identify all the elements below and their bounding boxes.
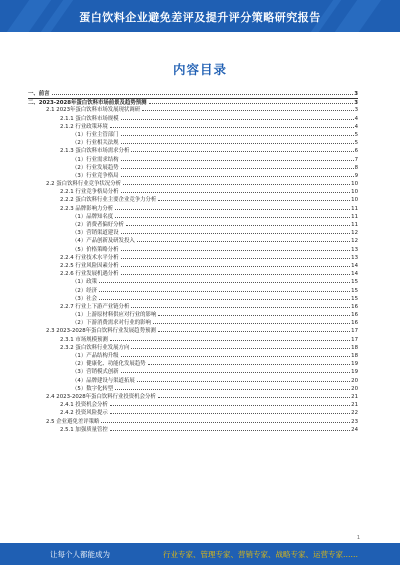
toc-entry[interactable]: [28, 319, 358, 327]
toc-entry-title: 2.4.2 投资风险提示: [28, 409, 109, 417]
toc-entry-page: 15: [351, 295, 358, 302]
toc-entry-page: 10: [351, 181, 358, 188]
toc-leader-dots: [158, 393, 350, 398]
page-number: 1: [356, 535, 360, 541]
toc-entry[interactable]: [28, 237, 358, 245]
toc-entry-title: 2.2.7 行业上下游产业链分析: [28, 303, 130, 311]
toc-leader-dots: [110, 336, 350, 341]
toc-entry[interactable]: [28, 287, 358, 295]
toc-entry-page: 3: [354, 91, 358, 97]
toc-entry-page: 22: [351, 410, 358, 417]
toc-leader-dots: [121, 262, 351, 267]
toc-entry[interactable]: [28, 278, 358, 286]
toc-entry[interactable]: [28, 221, 358, 229]
toc-entry[interactable]: [28, 295, 358, 303]
toc-leader-dots: [99, 278, 350, 283]
toc-entry[interactable]: [28, 246, 358, 254]
toc-entry[interactable]: [28, 139, 358, 147]
toc-leader-dots: [131, 344, 350, 349]
toc-entry-title: 2.2.4 行业技术水平分析: [28, 254, 120, 262]
toc-entry-title: 2.4 2023-2028年蛋白饮料行业投资机会分析: [28, 393, 157, 401]
toc-entry-page: 12: [351, 230, 358, 237]
toc-entry-title: （4）产品创新及研发投入: [28, 237, 136, 245]
toc-entry[interactable]: [28, 213, 358, 221]
toc-entry-page: 17: [351, 336, 358, 343]
toc-entry[interactable]: [28, 327, 358, 335]
toc-entry[interactable]: [28, 164, 358, 172]
toc-entry[interactable]: [28, 196, 358, 204]
toc-entry-page: 13: [351, 254, 358, 261]
toc-entry-page: 16: [351, 303, 358, 310]
toc-leader-dots: [148, 360, 351, 365]
toc-entry-page: 21: [351, 393, 358, 400]
toc-entry[interactable]: [28, 131, 358, 139]
toc-leader-dots: [110, 426, 350, 431]
footer-slogan-left: 让每个人都能成为: [50, 550, 110, 559]
toc-entry-page: 17: [351, 328, 358, 335]
toc-entry-page: 10: [351, 189, 358, 196]
toc-leader-dots: [121, 254, 351, 259]
toc-entry-page: 7: [354, 156, 358, 163]
toc-entry-page: 9: [354, 172, 358, 179]
toc-entry-title: 2.2.3 品牌影响力分析: [28, 205, 114, 213]
toc-entry[interactable]: [28, 180, 358, 188]
toc-entry-title: 2.4.1 投资机会分析: [28, 401, 109, 409]
toc-leader-dots: [158, 311, 350, 316]
toc-entry-page: 4: [354, 123, 358, 130]
toc-leader-dots: [99, 295, 350, 300]
toc-entry-page: 23: [351, 418, 358, 425]
toc-entry[interactable]: [28, 115, 358, 123]
toc-leader-dots: [101, 418, 350, 423]
toc-entry-title: （2）下游消费需求对行业的影响: [28, 319, 152, 327]
toc-entry-title: 2.2.6 行业发展机遇分析: [28, 270, 120, 278]
toc-entry[interactable]: [28, 401, 358, 409]
toc-entry-title: （2）行业相关法规: [28, 139, 120, 147]
toc-leader-dots: [110, 123, 354, 128]
toc-entry-page: 11: [351, 213, 358, 220]
toc-entry[interactable]: [28, 368, 358, 376]
toc-entry-title: （1）行业主管部门: [28, 131, 120, 139]
toc-entry[interactable]: [28, 172, 358, 180]
toc-leader-dots: [131, 147, 353, 152]
toc-entry-page: 5: [354, 131, 358, 138]
toc-entry-page: 4: [354, 115, 358, 122]
toc-entry-title: （1）产品结构升级: [28, 352, 120, 360]
toc-entry-title: （5）价格策略分析: [28, 246, 120, 254]
report-title: 蛋白饮料企业避免差评及提升评分策略研究报告: [79, 11, 321, 24]
toc-entry-title: （1）品牌知名度: [28, 213, 114, 221]
toc-entry-title: 2.2.2 蛋白饮料行业主要企业竞争力分析: [28, 196, 157, 204]
toc-entry-page: 11: [351, 222, 358, 228]
toc-leader-dots: [121, 246, 351, 251]
toc-entry-page: 12: [351, 238, 358, 245]
toc-leader-dots: [158, 196, 350, 201]
toc-leader-dots: [123, 180, 350, 185]
toc-entry-page: 16: [351, 320, 358, 327]
toc-entry-title: 2.3 2023-2028年蛋白饮料行业发展趋势预测: [28, 327, 157, 335]
toc-entry[interactable]: [28, 377, 358, 385]
toc-entry-page: 3: [354, 107, 358, 114]
toc-entry-title: 2.3.1 市场规模预测: [28, 336, 109, 344]
toc-entry-title: （1）行业需求结构: [28, 156, 120, 164]
toc-leader-dots: [110, 409, 350, 414]
toc-entry-page: 18: [351, 353, 358, 359]
toc-entry[interactable]: [28, 156, 358, 164]
toc-leader-dots: [110, 401, 350, 406]
toc-entry-page: 16: [351, 312, 358, 319]
toc-entry-page: 14: [351, 271, 358, 278]
toc-entry[interactable]: [28, 270, 358, 278]
toc-leader-dots: [121, 139, 354, 144]
toc-entry-page: 11: [351, 205, 358, 212]
toc-entry[interactable]: [28, 311, 358, 319]
footer-slogan-right: 行业专家、管理专家、营销专家、战略专家、运营专家……: [163, 550, 358, 559]
toc-entry-title: （2）行业发展趋势: [28, 164, 120, 172]
toc-entry[interactable]: [28, 254, 358, 262]
toc-leader-dots: [115, 205, 350, 210]
toc-leader-dots: [121, 115, 354, 120]
toc-entry-page: 21: [351, 402, 358, 409]
table-of-contents: [28, 90, 358, 434]
toc-entry-title: 2.1.1 蛋白饮料市场规模: [28, 115, 120, 123]
toc-entry-page: 19: [351, 369, 358, 376]
toc-entry-title: （3）营销模式创新: [28, 368, 120, 376]
toc-leader-dots: [115, 213, 350, 218]
toc-leader-dots: [137, 377, 350, 382]
toc-entry-title: 一、前言: [28, 91, 50, 97]
toc-entry[interactable]: [28, 188, 358, 196]
toc-entry[interactable]: [28, 106, 358, 114]
toc-entry[interactable]: [28, 303, 358, 311]
toc-entry[interactable]: [28, 360, 358, 368]
toc-entry[interactable]: [28, 147, 358, 155]
toc-entry[interactable]: [28, 418, 358, 426]
toc-entry-title: （3）社会: [28, 295, 98, 303]
footer-banner: [0, 543, 400, 565]
toc-leader-dots: [153, 319, 350, 324]
toc-entry-title: （2）消费者偏好分析: [28, 221, 125, 229]
toc-entry-page: 19: [351, 361, 358, 368]
toc-leader-dots: [121, 172, 354, 177]
toc-entry[interactable]: [28, 98, 358, 106]
toc-leader-dots: [121, 368, 351, 373]
toc-entry-title: （2）健康化、功能化发展趋势: [28, 360, 147, 368]
toc-entry-page: 15: [351, 287, 358, 294]
toc-entry-page: 6: [354, 148, 358, 155]
toc-entry-page: 20: [351, 385, 358, 392]
toc-entry-page: 5: [354, 140, 358, 147]
toc-leader-dots: [126, 221, 350, 226]
toc-entry-title: （1）政策: [28, 278, 98, 286]
toc-entry[interactable]: [28, 385, 358, 393]
toc-entry-title: （2）经济: [28, 287, 98, 295]
toc-entry-page: 24: [351, 426, 358, 433]
toc-entry-page: 3: [354, 100, 358, 107]
toc-entry-page: 15: [351, 279, 358, 286]
toc-leader-dots: [131, 303, 350, 308]
toc-entry-title: 2.5.1 加强质量管控: [28, 426, 109, 434]
toc-entry[interactable]: [28, 123, 358, 131]
toc-entry[interactable]: [28, 409, 358, 417]
toc-entry-title: 2.2.5 行业风险因素分析: [28, 262, 120, 270]
toc-leader-dots: [121, 188, 351, 193]
toc-heading: 内容目录: [172, 62, 227, 77]
toc-entry[interactable]: [28, 205, 358, 213]
toc-entry[interactable]: [28, 336, 358, 344]
toc-leader-dots: [121, 229, 351, 234]
toc-entry-title: 2.1 2023年蛋白饮料市场发展现状调研: [28, 106, 141, 114]
toc-entry-title: （5）数字化转型: [28, 385, 114, 393]
toc-entry-title: 2.1.2 行业政策环境: [28, 123, 109, 131]
toc-entry-title: 二、2023-2028年蛋白饮料市场前景及趋势预测: [28, 100, 147, 107]
toc-leader-dots: [142, 106, 353, 111]
toc-entry[interactable]: [28, 229, 358, 237]
toc-leader-dots: [137, 237, 350, 242]
toc-leader-dots: [99, 287, 350, 292]
toc-entry-title: 2.3.2 蛋白饮料行业发展方向: [28, 344, 130, 352]
toc-entry-title: （1）上游原材料供应对行业的影响: [28, 311, 157, 319]
toc-entry-title: 2.2 蛋白饮料行业竞争状况分析: [28, 180, 122, 188]
toc-entry-page: 8: [354, 164, 358, 171]
toc-entry-page: 13: [351, 246, 358, 253]
toc-entry-title: 2.2.1 行业竞争格局分析: [28, 188, 120, 196]
toc-entry[interactable]: [28, 352, 358, 360]
toc-entry-page: 14: [351, 262, 358, 269]
toc-entry-title: （4）品牌建设与渠道拓展: [28, 377, 136, 385]
toc-leader-dots: [158, 327, 350, 332]
toc-entry[interactable]: [28, 262, 358, 270]
toc-entry-title: 2.5 企业避免差评策略: [28, 418, 100, 426]
toc-leader-dots: [115, 385, 350, 390]
toc-entry[interactable]: [28, 90, 358, 98]
toc-leader-dots: [121, 270, 351, 275]
toc-entry-title: 2.1.3 蛋白饮料市场需求分析: [28, 147, 130, 155]
toc-leader-dots: [121, 156, 354, 161]
toc-entry[interactable]: [28, 393, 358, 401]
toc-entry-page: 10: [351, 197, 358, 204]
toc-leader-dots: [121, 352, 351, 357]
toc-entry[interactable]: [28, 344, 358, 352]
toc-leader-dots: [52, 90, 354, 95]
toc-entry-title: （3）行业竞争格局: [28, 172, 120, 180]
toc-entry-page: 18: [351, 344, 358, 351]
header-banner: [0, 0, 400, 32]
toc-leader-dots: [149, 99, 354, 104]
toc-leader-dots: [121, 131, 354, 136]
toc-leader-dots: [121, 164, 354, 169]
toc-entry-title: （3）营销渠道建设: [28, 229, 120, 237]
toc-entry[interactable]: [28, 426, 358, 434]
toc-entry-page: 20: [351, 377, 358, 384]
